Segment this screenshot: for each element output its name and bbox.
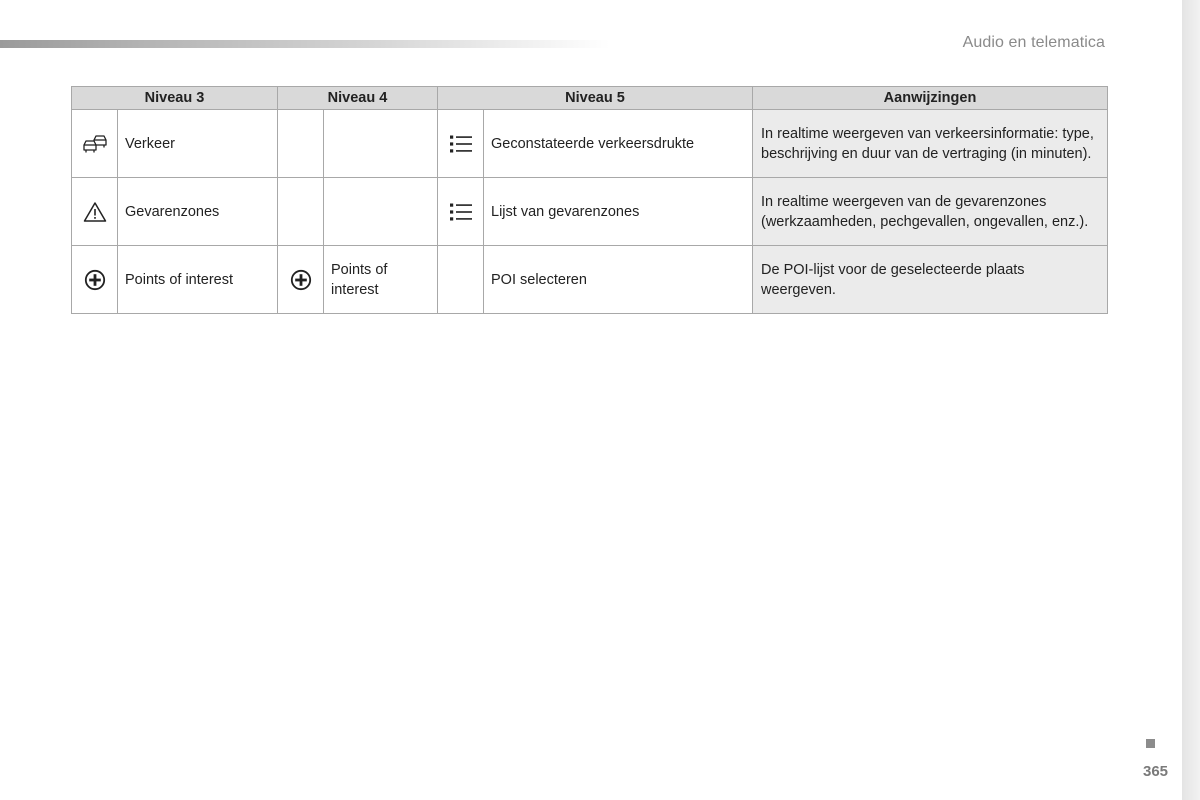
empty-cell bbox=[278, 110, 324, 178]
column-header-aanwijzingen: Aanwijzingen bbox=[753, 87, 1108, 110]
list-icon bbox=[450, 203, 472, 221]
level5-label: Lijst van gevarenzones bbox=[484, 178, 753, 246]
level4-label: Points of interest bbox=[324, 246, 438, 314]
page-marker bbox=[1146, 739, 1155, 748]
empty-cell bbox=[324, 110, 438, 178]
column-header-niveau-5: Niveau 5 bbox=[438, 87, 753, 110]
note-text: In realtime weergeven van verkeersinformatie: type, beschrijving en duur van de vertraging (in minuten). bbox=[753, 110, 1108, 178]
level3-label: Points of interest bbox=[118, 246, 278, 314]
poi-plus-icon bbox=[290, 269, 312, 291]
poi-plus-icon bbox=[84, 269, 106, 291]
table-row bbox=[72, 246, 1108, 314]
column-header-niveau-3: Niveau 3 bbox=[72, 87, 278, 110]
note-text: De POI-lijst voor de geselecteerde plaats weergeven. bbox=[753, 246, 1108, 314]
menu-levels-table bbox=[71, 86, 1108, 314]
empty-cell bbox=[278, 178, 324, 246]
warning-triangle-icon bbox=[83, 201, 107, 223]
note-text: In realtime weergeven van de gevarenzones (werkzaamheden, pechgevallen, ongevallen, enz.). bbox=[753, 178, 1108, 246]
table-row bbox=[72, 110, 1108, 178]
level5-label: Geconstateerde verkeersdrukte bbox=[484, 110, 753, 178]
traffic-cars-icon bbox=[82, 134, 108, 154]
column-header-niveau-4: Niveau 4 bbox=[278, 87, 438, 110]
page-number: 365 bbox=[1143, 763, 1169, 780]
empty-cell bbox=[438, 246, 484, 314]
list-icon bbox=[450, 135, 472, 153]
level3-label: Gevarenzones bbox=[118, 178, 278, 246]
header-decor-bar bbox=[0, 40, 610, 48]
level5-label: POI selecteren bbox=[484, 246, 753, 314]
section-title: Audio en telematica bbox=[962, 34, 1105, 51]
table-row bbox=[72, 178, 1108, 246]
empty-cell bbox=[324, 178, 438, 246]
table-header-row bbox=[72, 87, 1108, 110]
level3-label: Verkeer bbox=[118, 110, 278, 178]
page-edge-strip bbox=[1182, 0, 1200, 800]
